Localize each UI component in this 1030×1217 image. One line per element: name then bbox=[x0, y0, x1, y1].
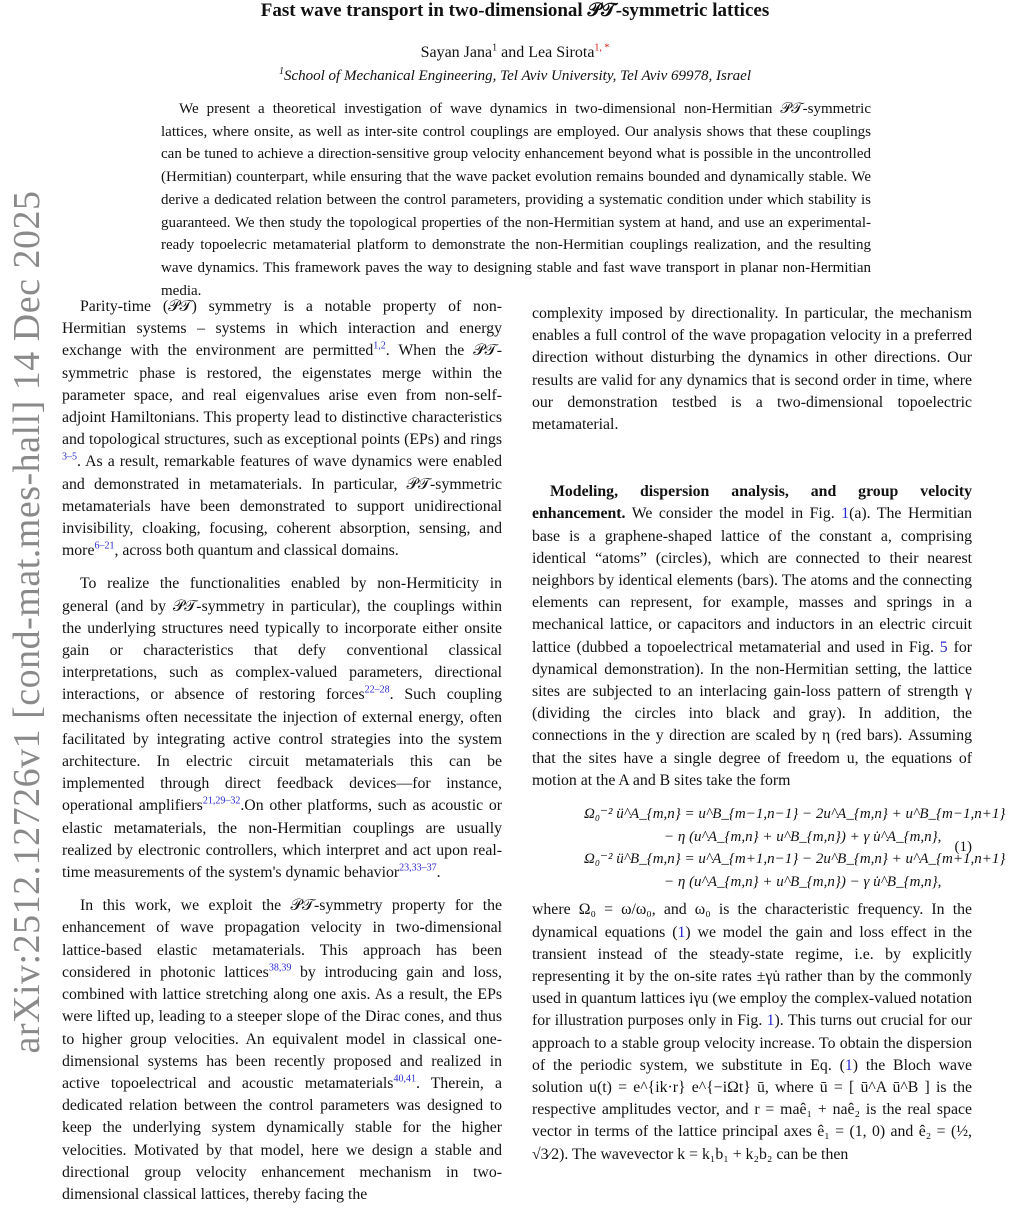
author-name: Lea Sirota bbox=[528, 44, 595, 61]
arxiv-identifier: arXiv:2512.12726v1 [cond-mat.mes-hall] 14 Dec 2025 bbox=[6, 190, 48, 1054]
right-column bbox=[532, 303, 1006, 1177]
body-paragraph: complexity imposed by directionality. In particular, the mechanism enables a full control of the wave propagation velocity in a preferred direction without disturbing the dynamics in other directions. Our results are valid for any dynamics that is second order in time, where our demonstration testbed is a two-dimensional topoelectric metamaterial. bbox=[532, 305, 972, 434]
arxiv-sidebar bbox=[0, 0, 52, 1200]
abstract: We present a theoretical investigation of wave dynamics in two-dimensional non-Hermitian 𝒫𝒯-symmetric lattices, where onsite, as well as inter-site control couplings are employed. Our analysis shows that these couplings can be tuned to achieve a direction-sensitive group velocity enhancement beyond what is possible in the uncontrolled (Hermitian) counterpart, while ensuring that the wave packet evolution remains bounded and dynamically stable. We derive a dedicated relation between the control parameters, providing a systematic condition under which stability is guaranteed. We then study the topological properties of the non-Hermitian system at hand, and use an experimental-ready topoelecric metamaterial platform to demonstrate the non-Hermitian couplings realization, and the resulting wave dynamics. This framework paves the way to designing stable and fast wave transport in planar non-Hermitian media. bbox=[161, 101, 871, 299]
equation-link[interactable]: 1 bbox=[844, 1056, 853, 1074]
figure-link[interactable]: 1 bbox=[841, 505, 850, 523]
citation-link[interactable]: 23,33–37 bbox=[399, 862, 437, 874]
equation-number: (1) bbox=[954, 839, 972, 856]
author-line bbox=[0, 43, 1030, 63]
affiliation bbox=[0, 67, 1030, 86]
citation-link[interactable]: 1,2 bbox=[373, 341, 386, 353]
body-paragraph: To realize the functionalities enabled by non-Hermiticity in general (and by 𝒫𝒯-symmetry in particular), the couplings within the underlying structures need typically to incorporate either onsite gain or characteristics that defy conventional classical interpretations, such as complex-valued parameters, directional interactions, or absence of restoring forces$^{22-28}$. Such coupling mechanisms often necessitate the injection of external energy, often facilitated by integrating active control strategies into the system architecture. In electric circuit metamaterials this can be implemented through direct feedback devices—for instance, operational amplifiers$^{21,29-32}$.On other platforms, such as acoustic or elastic metamaterials, the non-Hermitian couplings are usually realized by electronic controllers, which interpret and act upon real-time measurements of the system's dynamic behavior$^{23,33-37}$. bbox=[62, 575, 502, 882]
paper-title: Fast wave transport in two-dimensional 𝒫𝒯-symmetric lattices bbox=[260, 0, 770, 21]
equation-line: Ω₀⁻² ü^B_{m,n} = u^A_{m+1,n−1} − 2u^B_{m,n} + u^A_{m+1,n+1} bbox=[584, 851, 1006, 868]
author-name: Sayan Jana bbox=[420, 44, 493, 61]
section-heading: Modeling, dispersion analysis, and group velocity enhancement. bbox=[532, 483, 972, 523]
body-paragraph: In this work, we exploit the 𝒫𝒯-symmetry property for the enhancement of wave propagation velocity in two-dimensional lattice-based elastic metamaterials. This approach has been considered in photonic lattices$^{38,39}$ by introducing gain and loss, combined with lattice stretching along one axis. As a result, the EPs were lifted up, leading to a steeper slope of the Dirac cones, and thus to higher group velocities. An equivalent model in classical one-dimensional systems has been recently proposed and realized in active topoelectrical and acoustic metamaterials$^{40,41}$. Therein, a dedicated relation between the control parameters was designed to keep the underlying system dynamically stable for the higher velocities. Motivated by that model, here we design a stable and directional group velocity enhancement mechanism in two-dimensional classical lattices, thereby facing the bbox=[62, 897, 502, 1203]
citation-link[interactable]: 6–21 bbox=[94, 540, 115, 552]
body-paragraph: where Ω₀ = ω/ω₀, and ω₀ is the characteristic frequency. In the dynamical equations (1) we model the gain and loss effect in the transient instead of the steady-state regime, i.e. by explicitly representing it by the on-site rates ±γu̇ rather than by the commonly used in quantum lattices iγu (we employ the complex-valued notation for illustration purposes only in Fig. 1). This turns out crucial for our approach to a stable group velocity increase. To obtain the dispersion of the periodic system, we substitute in Eq. (1) the Bloch wave solution u(t) = e^{ik·r} e^{−iΩt} ū, where ū = [ ū^A ū^B ] is the respective amplitudes vector, and r = maê₁ + naê₂ is the real space vector in terms of the lattice principal axes ê₁ = (1, 0) and ê₂ = (½, √3⁄2). The wavevector k = k₁b₁ + k₂b₂ can be then bbox=[532, 901, 972, 1163]
citation-link[interactable]: 22–28 bbox=[364, 685, 390, 697]
citation-link[interactable]: 40,41 bbox=[393, 1073, 416, 1085]
citation-link[interactable]: 38,39 bbox=[268, 962, 292, 974]
affiliation-mark: 1 bbox=[278, 66, 284, 77]
left-column bbox=[62, 296, 502, 1217]
author-conjunction: and bbox=[497, 44, 529, 61]
citation-link[interactable]: 3–5 bbox=[62, 452, 77, 464]
equation-line: Ω₀⁻² ü^A_{m,n} = u^B_{m−1,n−1} − 2u^A_{m,n} + u^B_{m−1,n+1} bbox=[584, 806, 1006, 823]
equation-line: − η (u^A_{m,n} + u^B_{m,n}) − γ u̇^B_{m,n}, bbox=[664, 873, 942, 890]
equation-line: − η (u^A_{m,n} + u^B_{m,n}) + γ u̇^A_{m,n}, bbox=[664, 828, 942, 845]
author-affil-mark: 1 bbox=[492, 42, 498, 54]
figure-link[interactable]: 5 bbox=[939, 638, 948, 656]
equation-block bbox=[532, 803, 1006, 893]
author-affil-mark[interactable]: 1, * bbox=[594, 42, 610, 54]
section-spacer bbox=[532, 447, 972, 481]
citation-link[interactable]: 21,29–32 bbox=[202, 796, 241, 808]
figure-link[interactable]: 1 bbox=[766, 1012, 775, 1030]
body-paragraph: Parity-time (𝒫𝒯) symmetry is a notable property of non-Hermitian systems – systems in which interaction and energy exchange with the environment are permitted$^{1,2}$. When the 𝒫𝒯-symmetric phase is restored, the eigenstates merge within the parameter space, and real eigenvalues arise even from non-self-adjoint Hamiltonians. This property lead to distinctive characteristics and topological structures, such as exceptional points (EPs) and rings $^{3-5}$. As a result, remarkable features of wave dynamics were enabled and demonstrated in metamaterials. In particular, 𝒫𝒯-symmetric metamaterials have been demonstrated to support unidirectional invisibility, cloaking, focusing, coherent absorption, sensing, and more$^{6-21}$, across both quantum and classical domains. bbox=[62, 298, 502, 560]
body-paragraph: Modeling, dispersion analysis, and group velocity enhancement. We consider the model in Fig. 1(a). The Hermitian base is a graphene-shaped lattice of the constant a, comprising identical “atoms” (circles), which are connected to their nearest neighbors by identical elements (bars). The atoms and the connecting elements can represent, for example, masses and springs in a mechanical lattice, or capacitors and inductors in an electric circuit lattice (dubbed a topoelectrical metamaterial and used in Fig. 5 for dynamical demonstration). In the non-Hermitian setting, the lattice sites are subjected to an interlacing gain-loss pattern of strength γ (dividing the circles into black and gray). In addition, the connections in the y direction are scaled by η (red bars). Assuming that the sites have a single degree of freedom u, the equations of motion at the A and B sites take the form bbox=[532, 483, 973, 789]
affiliation-text: School of Mechanical Engineering, Tel Aviv University, Tel Aviv 69978, Israel bbox=[283, 68, 752, 84]
equation-link[interactable]: 1 bbox=[677, 923, 686, 941]
